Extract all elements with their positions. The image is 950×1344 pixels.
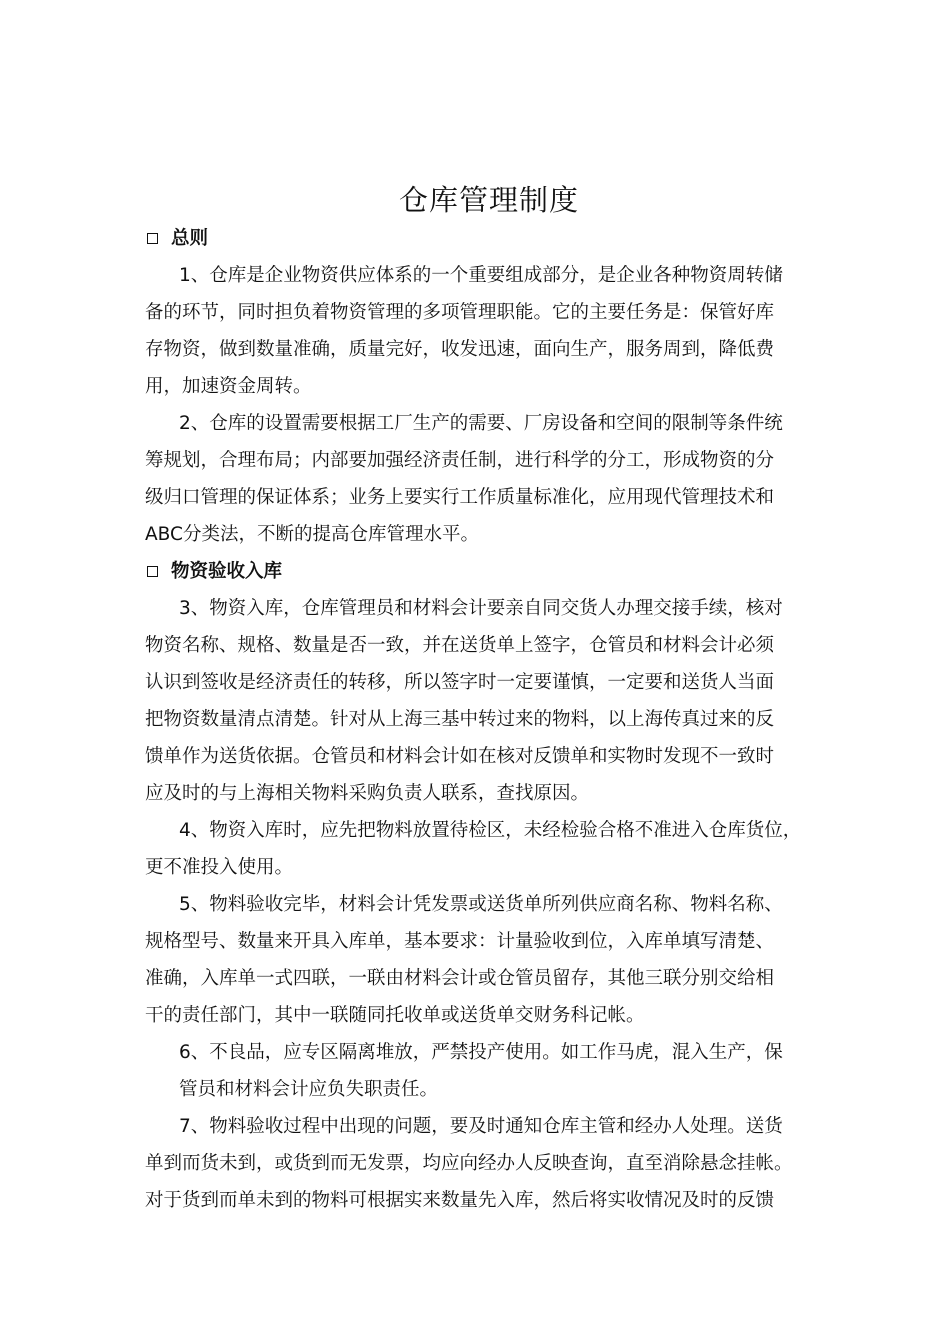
checkbox-square-icon: [147, 566, 158, 577]
section-heading-text: 总则: [171, 228, 209, 249]
paragraph-line: 应及时的与上海相关物料采购负责人联系，查找原因。: [145, 783, 590, 804]
paragraph-line: 规格型号、数量来开具入库单，基本要求：计量验收到位，入库单填写清楚、: [145, 931, 775, 952]
paragraph-line: 3、物资入库，仓库管理员和材料会计要亲自同交货人办理交接手续，核对: [179, 598, 783, 619]
section-heading-text: 物资验收入库: [171, 561, 283, 582]
page-title: 仓库管理制度: [398, 183, 579, 217]
paragraph-line: 1、仓库是企业物资供应体系的一个重要组成部分，是企业各种物资周转储: [179, 265, 783, 286]
paragraph-line: 5、物料验收完毕，材料会计凭发票或送货单所列供应商名称、物料名称、: [179, 894, 783, 915]
paragraph: [145, 886, 825, 1034]
paragraph-line: 对于货到而单未到的物料可根据实来数量先入库，然后将实收情况及时的反馈: [145, 1190, 775, 1211]
paragraph-line: 7、物料验收过程中出现的问题，要及时通知仓库主管和经办人处理。送货: [179, 1116, 783, 1137]
paragraph-line: 单到而货未到，或货到而无发票，均应向经办人反映查询，直至消除悬念挂帐。: [145, 1153, 793, 1174]
paragraph: [145, 405, 825, 553]
section-heading: [145, 220, 825, 257]
paragraph-line: 备的环节，同时担负着物资管理的多项管理职能。它的主要任务是：保管好库: [145, 302, 775, 323]
paragraph-line: 2、仓库的设置需要根据工厂生产的需要、厂房设备和空间的限制等条件统: [179, 413, 783, 434]
paragraph: [145, 812, 825, 886]
checkbox-square-icon: [147, 233, 158, 244]
paragraph-line: 管员和材料会计应负失职责任。: [179, 1079, 439, 1100]
paragraph: [145, 257, 825, 405]
paragraph: [145, 1108, 825, 1219]
paragraph-line: 馈单作为送货依据。仓管员和材料会计如在核对反馈单和实物时发现不一致时: [145, 746, 775, 767]
paragraph-line: 存物资，做到数量准确，质量完好，收发迅速，面向生产，服务周到，降低费: [145, 339, 775, 360]
section-heading: [145, 553, 825, 590]
paragraph-line: 干的责任部门，其中一联随同托收单或送货单交财务科记帐。: [145, 1005, 645, 1026]
paragraph-line: 准确，入库单一式四联，一联由材料会计或仓管员留存，其他三联分别交给相: [145, 968, 775, 989]
paragraph-line: 更不准投入使用。: [145, 857, 294, 878]
document-body: [145, 220, 825, 1219]
paragraph-line: 用，加速资金周转。: [145, 376, 312, 397]
paragraph: [145, 590, 825, 812]
paragraph-line: 级归口管理的保证体系；业务上要实行工作质量标准化，应用现代管理技术和: [145, 487, 775, 508]
paragraph-line: 筹规划，合理布局；内部要加强经济责任制，进行科学的分工，形成物资的分: [145, 450, 775, 471]
paragraph-line: 6、不良品，应专区隔离堆放，严禁投产使用。如工作马虎，混入生产，保: [179, 1042, 783, 1063]
paragraph-line: 4、物资入库时，应先把物料放置待检区，未经检验合格不准进入仓库货位，: [179, 820, 802, 841]
paragraph-line: 把物资数量清点清楚。针对从上海三基中转过来的物料，以上海传真过来的反: [145, 709, 775, 730]
paragraph: [145, 1034, 825, 1108]
paragraph-line: 物资名称、规格、数量是否一致，并在送货单上签字，仓管员和材料会计必须: [145, 635, 775, 656]
paragraph-line: 认识到签收是经济责任的转移，所以签字时一定要谨慎，一定要和送货人当面: [145, 672, 775, 693]
paragraph-line: ABC分类法，不断的提高仓库管理水平。: [145, 524, 479, 545]
